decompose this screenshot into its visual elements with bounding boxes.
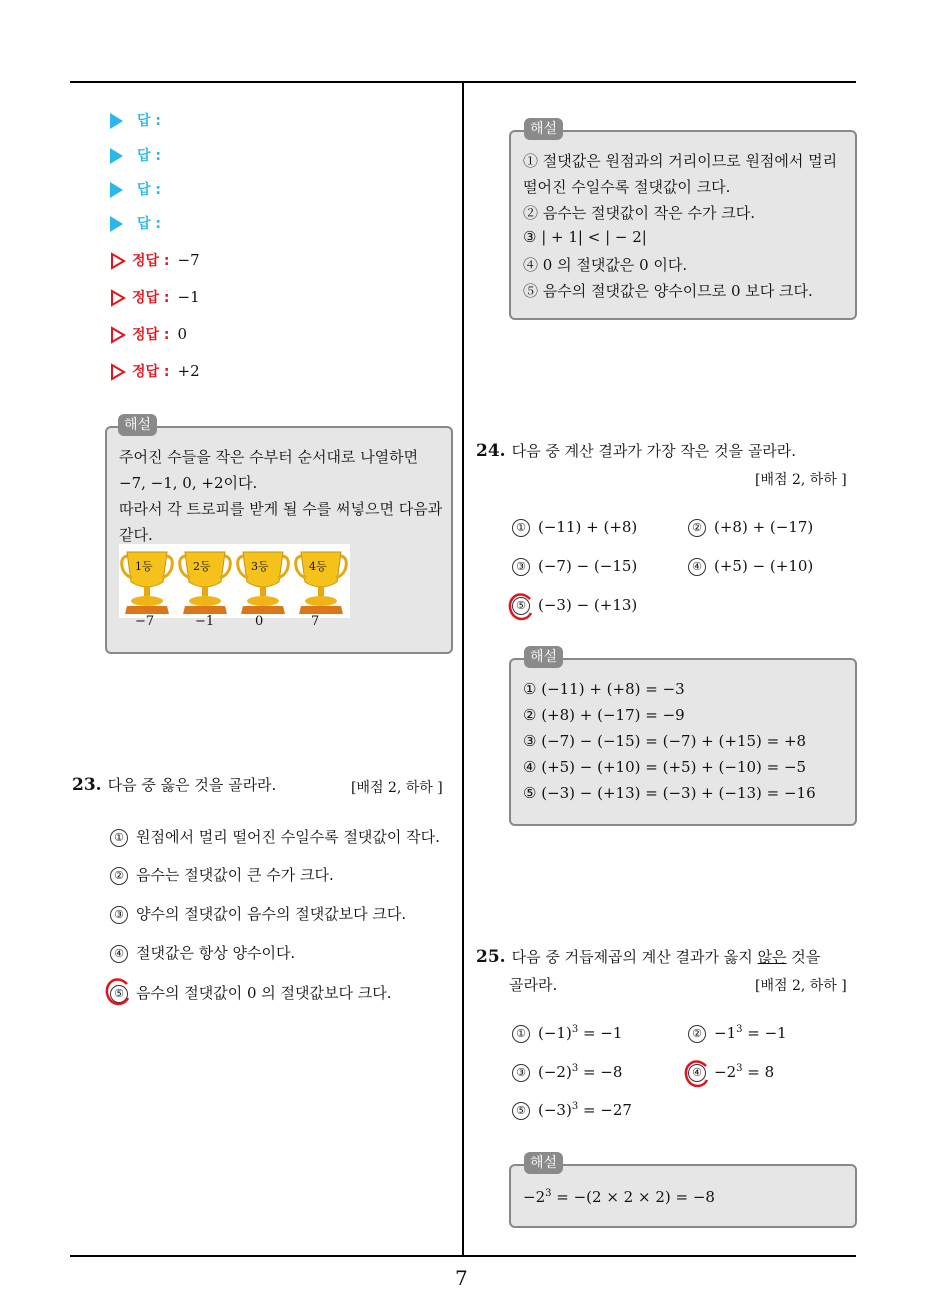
explanation-line: ① (−11) + (+8) = −3 [523,680,685,698]
explanation-line: −7, −1, 0, +2이다. [119,474,258,492]
choice-item[interactable] [688,518,813,537]
explanation-line: ② 음수는 절댓값이 작은 수가 크다. [523,204,755,222]
play-icon [110,148,123,164]
outline-triangle-icon [110,289,126,307]
answer-row: 답 : [110,145,161,165]
choice-item[interactable] [110,864,334,885]
choice-number: ① [512,1025,530,1043]
explanation-line: $-2^3 = -(2 \times 2 \times 2) = -8$ [523,1188,715,1206]
answer-row: 답 : [110,110,161,130]
explanation-line: ① 절댓값은 원점과의 거리이므로 원점에서 멀리 [523,152,838,170]
question-meta: [배점 2, 하하 ] [755,472,847,488]
explanation-line: ⑤ (−3) − (+13) = (−3) + (−13) = −16 [523,784,816,802]
question-number: 25. [476,947,506,967]
choice-item[interactable]: ② $-1^3 = -1$ [688,1024,787,1043]
choice-item[interactable] [512,557,637,576]
question-text-underlined: 않은 [757,948,787,966]
explanation-line: ④ 0 의 절댓값은 0 이다. [523,256,688,274]
choice-text: 양수의 절댓값이 음수의 절댓값보다 크다. [136,905,407,923]
trophy-rank-label: 2등 [193,560,211,573]
column-divider [462,83,464,1256]
choice-number: ④ [688,1064,706,1082]
choice-number: ① [110,829,128,847]
explanation-box [509,1164,857,1228]
choice-text: (+5) − (+10) [714,557,814,575]
question-meta: [배점 2, 하하 ] [351,780,443,796]
explanation-tag: 해설 [524,1152,563,1174]
explanation-line: 같다. [119,526,153,544]
choice-number: ④ [688,558,706,576]
question-25 [476,946,820,967]
choice-number: ② [688,1025,706,1043]
trophy-image [119,544,350,618]
trophy-value: 0 [255,614,264,629]
choice-item[interactable] [110,942,295,963]
page-number: 7 [455,1266,468,1290]
explanation-line: 주어진 수들을 작은 수부터 순서대로 나열하면 [119,448,419,466]
trophy-rank-label: 4등 [309,560,327,573]
outline-triangle-icon [110,326,126,344]
question-text: 것을 [786,948,821,966]
choice-number: ⑤ [110,985,128,1003]
choice-item[interactable] [110,903,406,924]
trophy-icon [177,546,233,616]
choice-item[interactable]: ④ $-2^3 = 8$ [688,1063,774,1082]
explanation-line: ⑤ 음수의 절댓값은 양수이므로 0 보다 크다. [523,282,813,300]
explanation-line: ③ | + 1| < | − 2| [523,228,647,246]
bottom-rule [70,1255,856,1257]
explanation-box [509,658,857,826]
choice-item[interactable] [688,557,813,576]
explanation-line: 따라서 각 트로피를 받게 될 수를 써넣으면 다음과 [119,500,443,518]
choice-number: ② [110,867,128,885]
question-text-line2: 골라라. [509,976,558,994]
answer-circle-mark [103,976,133,1008]
explanation-line: ③ (−7) − (−15) = (−7) + (+15) = +8 [523,732,807,750]
choice-number: ② [688,519,706,537]
choice-text: (−7) − (−15) [538,557,638,575]
explanation-tag: 해설 [524,118,563,140]
choice-item[interactable] [512,518,637,537]
choice-number: ③ [512,1064,530,1082]
question-number: 24. [476,441,506,461]
choice-text: (−3) − (+13) [538,596,638,614]
answer-row: 답 : [110,213,161,233]
question-number: 23. [72,775,102,795]
explanation-tag: 해설 [118,414,157,436]
choice-number: ① [512,519,530,537]
choice-item[interactable]: ③ $(-2)^3 = -8$ [512,1063,622,1082]
outline-triangle-icon [110,363,126,381]
question-text: 다음 중 계산 결과가 가장 작은 것을 골라라. [511,442,797,460]
trophy-value: −1 [195,614,215,629]
trophy-icon [119,546,175,616]
explanation-line: ④ (+5) − (+10) = (+5) + (−10) = −5 [523,758,807,776]
choice-text: 음수의 절댓값이 0 의 절댓값보다 크다. [136,984,392,1002]
choice-text: 절댓값은 항상 양수이다. [136,944,296,962]
question-meta: [배점 2, 하하 ] [755,978,847,994]
trophy-rank-label: 1등 [135,560,153,573]
trophy-icon [235,546,291,616]
explanation-box [509,130,857,320]
correct-answer-row: 정답 : −7 [110,250,200,270]
play-icon [110,216,123,232]
answer-value: −7 [177,251,200,269]
play-icon [110,113,123,129]
choice-item[interactable]: ⑤ $(-3)^3 = -27$ [512,1101,632,1120]
trophy-value: 7 [311,614,320,629]
explanation-box [105,426,453,654]
choice-item[interactable]: ① $(-1)^3 = -1$ [512,1024,622,1043]
explanation-line: 떨어진 수일수록 절댓값이 크다. [523,178,731,196]
question-24 [476,440,796,461]
answer-circle-mark [506,591,536,623]
explanation-tag: 해설 [524,646,563,668]
choice-text: 원점에서 멀리 떨어진 수일수록 절댓값이 작다. [136,828,440,846]
choice-text: 음수는 절댓값이 큰 수가 크다. [136,866,334,884]
play-icon [110,182,123,198]
choice-text: (−11) + (+8) [538,518,638,536]
choice-number: ③ [110,906,128,924]
correct-answer-row: 정답 : +2 [110,361,200,381]
answer-circle-mark [682,1058,712,1090]
choice-text: (+8) + (−17) [714,518,814,536]
trophy-icon [293,546,349,616]
question-text: 다음 중 거듭제곱의 계산 결과가 옳지 [511,948,758,966]
choice-number: ⑤ [512,1102,530,1120]
question-23 [72,774,276,795]
choice-number: ⑤ [512,597,530,615]
answer-row: 답 : [110,179,161,199]
correct-answer-row: 정답 : −1 [110,287,200,307]
explanation-line: ② (+8) + (−17) = −9 [523,706,685,724]
choice-item[interactable] [110,982,392,1003]
trophy-rank-label: 3등 [251,560,269,573]
correct-answer-row: 정답 : 0 [110,324,187,344]
outline-triangle-icon [110,252,126,270]
trophy-value: −7 [135,614,155,629]
choice-number: ④ [110,945,128,963]
answer-value: 0 [177,325,188,343]
choice-number: ③ [512,558,530,576]
question-text: 다음 중 옳은 것을 골라라. [107,776,277,794]
answer-value: −1 [177,288,200,306]
answer-value: +2 [177,362,200,380]
choice-item[interactable] [110,826,440,847]
